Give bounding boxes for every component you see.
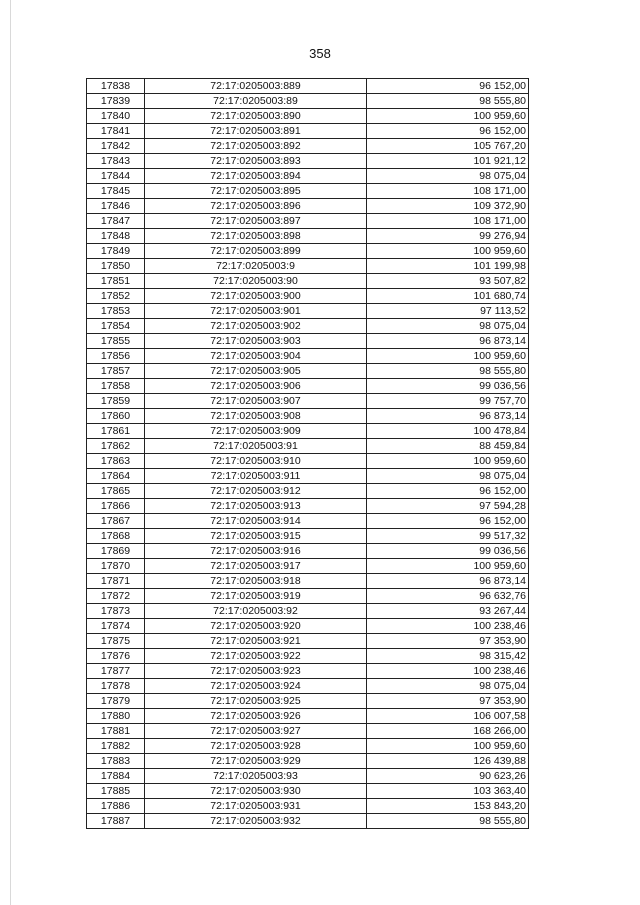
row-number: 17869 xyxy=(87,544,145,559)
cadastral-value: 103 363,40 xyxy=(367,784,529,799)
cadastral-value: 101 921,12 xyxy=(367,154,529,169)
table-row xyxy=(87,469,529,484)
row-number: 17870 xyxy=(87,559,145,574)
cadastral-value: 168 266,00 xyxy=(367,724,529,739)
row-number: 17863 xyxy=(87,454,145,469)
cadastral-value: 101 199,98 xyxy=(367,259,529,274)
table-row xyxy=(87,619,529,634)
cadastral-number: 72:17:0205003:915 xyxy=(145,529,367,544)
table-row xyxy=(87,139,529,154)
cadastral-value: 96 152,00 xyxy=(367,79,529,94)
table-row xyxy=(87,349,529,364)
cadastral-number: 72:17:0205003:919 xyxy=(145,589,367,604)
cadastral-number: 72:17:0205003:904 xyxy=(145,349,367,364)
row-number: 17866 xyxy=(87,499,145,514)
cadastral-number: 72:17:0205003:918 xyxy=(145,574,367,589)
row-number: 17848 xyxy=(87,229,145,244)
row-number: 17885 xyxy=(87,784,145,799)
cadastral-value: 99 036,56 xyxy=(367,379,529,394)
cadastral-value: 100 959,60 xyxy=(367,244,529,259)
row-number: 17860 xyxy=(87,409,145,424)
cadastral-value: 96 873,14 xyxy=(367,334,529,349)
cadastral-value: 97 353,90 xyxy=(367,694,529,709)
cadastral-number: 72:17:0205003:913 xyxy=(145,499,367,514)
cadastral-value: 101 680,74 xyxy=(367,289,529,304)
cadastral-value: 96 152,00 xyxy=(367,124,529,139)
table-body xyxy=(87,79,529,829)
row-number: 17872 xyxy=(87,589,145,604)
cadastral-value: 96 873,14 xyxy=(367,574,529,589)
cadastral-value: 90 623,26 xyxy=(367,769,529,784)
cadastral-value: 96 152,00 xyxy=(367,484,529,499)
cadastral-number: 72:17:0205003:911 xyxy=(145,469,367,484)
cadastral-value: 98 555,80 xyxy=(367,364,529,379)
cadastral-value: 99 757,70 xyxy=(367,394,529,409)
table-row xyxy=(87,814,529,829)
table-row xyxy=(87,754,529,769)
table-row xyxy=(87,769,529,784)
table-row xyxy=(87,244,529,259)
cadastral-number: 72:17:0205003:910 xyxy=(145,454,367,469)
row-number: 17839 xyxy=(87,94,145,109)
cadastral-value: 99 036,56 xyxy=(367,544,529,559)
cadastral-value: 126 439,88 xyxy=(367,754,529,769)
cadastral-number: 72:17:0205003:926 xyxy=(145,709,367,724)
row-number: 17853 xyxy=(87,304,145,319)
cadastral-value: 98 075,04 xyxy=(367,679,529,694)
table-row xyxy=(87,154,529,169)
cadastral-number: 72:17:0205003:916 xyxy=(145,544,367,559)
cadastral-number: 72:17:0205003:9 xyxy=(145,259,367,274)
table-row xyxy=(87,94,529,109)
cadastral-number: 72:17:0205003:908 xyxy=(145,409,367,424)
row-number: 17856 xyxy=(87,349,145,364)
row-number: 17851 xyxy=(87,274,145,289)
table-row xyxy=(87,259,529,274)
cadastral-number: 72:17:0205003:896 xyxy=(145,199,367,214)
table-row xyxy=(87,664,529,679)
cadastral-number: 72:17:0205003:892 xyxy=(145,139,367,154)
row-number: 17886 xyxy=(87,799,145,814)
cadastral-value: 98 555,80 xyxy=(367,814,529,829)
cadastral-number: 72:17:0205003:920 xyxy=(145,619,367,634)
cadastral-number: 72:17:0205003:905 xyxy=(145,364,367,379)
cadastral-value: 98 315,42 xyxy=(367,649,529,664)
row-number: 17879 xyxy=(87,694,145,709)
table-row xyxy=(87,574,529,589)
row-number: 17861 xyxy=(87,424,145,439)
cadastral-number: 72:17:0205003:898 xyxy=(145,229,367,244)
table-row xyxy=(87,499,529,514)
table-row xyxy=(87,589,529,604)
row-number: 17874 xyxy=(87,619,145,634)
cadastral-number: 72:17:0205003:907 xyxy=(145,394,367,409)
cadastral-value: 93 507,82 xyxy=(367,274,529,289)
row-number: 17862 xyxy=(87,439,145,454)
cadastral-value: 98 555,80 xyxy=(367,94,529,109)
cadastral-number: 72:17:0205003:92 xyxy=(145,604,367,619)
cadastral-number: 72:17:0205003:922 xyxy=(145,649,367,664)
table-row xyxy=(87,649,529,664)
cadastral-number: 72:17:0205003:891 xyxy=(145,124,367,139)
cadastral-value: 88 459,84 xyxy=(367,439,529,454)
cadastral-value: 106 007,58 xyxy=(367,709,529,724)
cadastral-number: 72:17:0205003:925 xyxy=(145,694,367,709)
cadastral-value: 100 478,84 xyxy=(367,424,529,439)
table-row xyxy=(87,379,529,394)
row-number: 17867 xyxy=(87,514,145,529)
table-row xyxy=(87,709,529,724)
row-number: 17864 xyxy=(87,469,145,484)
cadastral-value: 99 517,32 xyxy=(367,529,529,544)
table-row xyxy=(87,304,529,319)
table-row xyxy=(87,634,529,649)
cadastral-number: 72:17:0205003:912 xyxy=(145,484,367,499)
table-row xyxy=(87,679,529,694)
cadastral-value: 100 959,60 xyxy=(367,109,529,124)
cadastral-number: 72:17:0205003:91 xyxy=(145,439,367,454)
cadastral-number: 72:17:0205003:89 xyxy=(145,94,367,109)
table-row xyxy=(87,454,529,469)
cadastral-number: 72:17:0205003:929 xyxy=(145,754,367,769)
table-row xyxy=(87,724,529,739)
cadastral-number: 72:17:0205003:909 xyxy=(145,424,367,439)
cadastral-number: 72:17:0205003:889 xyxy=(145,79,367,94)
row-number: 17877 xyxy=(87,664,145,679)
cadastral-value-table xyxy=(86,78,529,829)
cadastral-value: 108 171,00 xyxy=(367,184,529,199)
cadastral-number: 72:17:0205003:901 xyxy=(145,304,367,319)
cadastral-value: 97 353,90 xyxy=(367,634,529,649)
row-number: 17871 xyxy=(87,574,145,589)
cadastral-value: 100 959,60 xyxy=(367,349,529,364)
cadastral-number: 72:17:0205003:897 xyxy=(145,214,367,229)
table-row xyxy=(87,124,529,139)
cadastral-value: 100 959,60 xyxy=(367,559,529,574)
table-row xyxy=(87,334,529,349)
table-row xyxy=(87,529,529,544)
cadastral-value: 93 267,44 xyxy=(367,604,529,619)
cadastral-number: 72:17:0205003:903 xyxy=(145,334,367,349)
cadastral-number: 72:17:0205003:90 xyxy=(145,274,367,289)
row-number: 17878 xyxy=(87,679,145,694)
cadastral-value: 100 238,46 xyxy=(367,619,529,634)
table-row xyxy=(87,364,529,379)
cadastral-value: 100 959,60 xyxy=(367,739,529,754)
row-number: 17857 xyxy=(87,364,145,379)
table-row xyxy=(87,439,529,454)
cadastral-value: 99 276,94 xyxy=(367,229,529,244)
row-number: 17845 xyxy=(87,184,145,199)
table-row xyxy=(87,694,529,709)
row-number: 17840 xyxy=(87,109,145,124)
table-row xyxy=(87,799,529,814)
table-row xyxy=(87,169,529,184)
table-row xyxy=(87,319,529,334)
row-number: 17843 xyxy=(87,154,145,169)
cadastral-value: 98 075,04 xyxy=(367,169,529,184)
row-number: 17854 xyxy=(87,319,145,334)
cadastral-number: 72:17:0205003:931 xyxy=(145,799,367,814)
cadastral-number: 72:17:0205003:895 xyxy=(145,184,367,199)
table-row xyxy=(87,514,529,529)
cadastral-value: 153 843,20 xyxy=(367,799,529,814)
row-number: 17883 xyxy=(87,754,145,769)
cadastral-number: 72:17:0205003:923 xyxy=(145,664,367,679)
cadastral-number: 72:17:0205003:893 xyxy=(145,154,367,169)
table-row xyxy=(87,544,529,559)
cadastral-value: 97 113,52 xyxy=(367,304,529,319)
cadastral-number: 72:17:0205003:890 xyxy=(145,109,367,124)
row-number: 17880 xyxy=(87,709,145,724)
row-number: 17859 xyxy=(87,394,145,409)
cadastral-value: 100 959,60 xyxy=(367,454,529,469)
cadastral-number: 72:17:0205003:894 xyxy=(145,169,367,184)
table-row xyxy=(87,199,529,214)
cadastral-value: 96 152,00 xyxy=(367,514,529,529)
row-number: 17841 xyxy=(87,124,145,139)
row-number: 17855 xyxy=(87,334,145,349)
cadastral-number: 72:17:0205003:899 xyxy=(145,244,367,259)
row-number: 17876 xyxy=(87,649,145,664)
table-row xyxy=(87,409,529,424)
row-number: 17847 xyxy=(87,214,145,229)
row-number: 17852 xyxy=(87,289,145,304)
cadastral-number: 72:17:0205003:928 xyxy=(145,739,367,754)
cadastral-value: 109 372,90 xyxy=(367,199,529,214)
table-row xyxy=(87,229,529,244)
row-number: 17850 xyxy=(87,259,145,274)
row-number: 17882 xyxy=(87,739,145,754)
page-edge-line xyxy=(10,0,11,905)
cadastral-number: 72:17:0205003:902 xyxy=(145,319,367,334)
table-row xyxy=(87,424,529,439)
cadastral-value: 97 594,28 xyxy=(367,499,529,514)
row-number: 17868 xyxy=(87,529,145,544)
cadastral-value: 100 238,46 xyxy=(367,664,529,679)
cadastral-number: 72:17:0205003:900 xyxy=(145,289,367,304)
table-row xyxy=(87,109,529,124)
cadastral-value: 98 075,04 xyxy=(367,469,529,484)
cadastral-value: 108 171,00 xyxy=(367,214,529,229)
row-number: 17846 xyxy=(87,199,145,214)
cadastral-number: 72:17:0205003:917 xyxy=(145,559,367,574)
row-number: 17865 xyxy=(87,484,145,499)
row-number: 17844 xyxy=(87,169,145,184)
cadastral-number: 72:17:0205003:914 xyxy=(145,514,367,529)
cadastral-number: 72:17:0205003:932 xyxy=(145,814,367,829)
row-number: 17849 xyxy=(87,244,145,259)
table-row xyxy=(87,214,529,229)
row-number: 17887 xyxy=(87,814,145,829)
cadastral-number: 72:17:0205003:927 xyxy=(145,724,367,739)
table-row xyxy=(87,739,529,754)
cadastral-value: 98 075,04 xyxy=(367,319,529,334)
cadastral-number: 72:17:0205003:93 xyxy=(145,769,367,784)
cadastral-value: 105 767,20 xyxy=(367,139,529,154)
cadastral-value: 96 873,14 xyxy=(367,409,529,424)
table-row xyxy=(87,784,529,799)
row-number: 17881 xyxy=(87,724,145,739)
row-number: 17884 xyxy=(87,769,145,784)
table-row xyxy=(87,394,529,409)
row-number: 17838 xyxy=(87,79,145,94)
row-number: 17875 xyxy=(87,634,145,649)
cadastral-number: 72:17:0205003:906 xyxy=(145,379,367,394)
row-number: 17858 xyxy=(87,379,145,394)
page-number: 358 xyxy=(309,46,331,61)
row-number: 17873 xyxy=(87,604,145,619)
table-row xyxy=(87,79,529,94)
table-row xyxy=(87,184,529,199)
cadastral-number: 72:17:0205003:930 xyxy=(145,784,367,799)
table-row xyxy=(87,289,529,304)
cadastral-number: 72:17:0205003:924 xyxy=(145,679,367,694)
table-row xyxy=(87,274,529,289)
row-number: 17842 xyxy=(87,139,145,154)
table-row xyxy=(87,604,529,619)
cadastral-value: 96 632,76 xyxy=(367,589,529,604)
table-row xyxy=(87,559,529,574)
cadastral-number: 72:17:0205003:921 xyxy=(145,634,367,649)
table-row xyxy=(87,484,529,499)
